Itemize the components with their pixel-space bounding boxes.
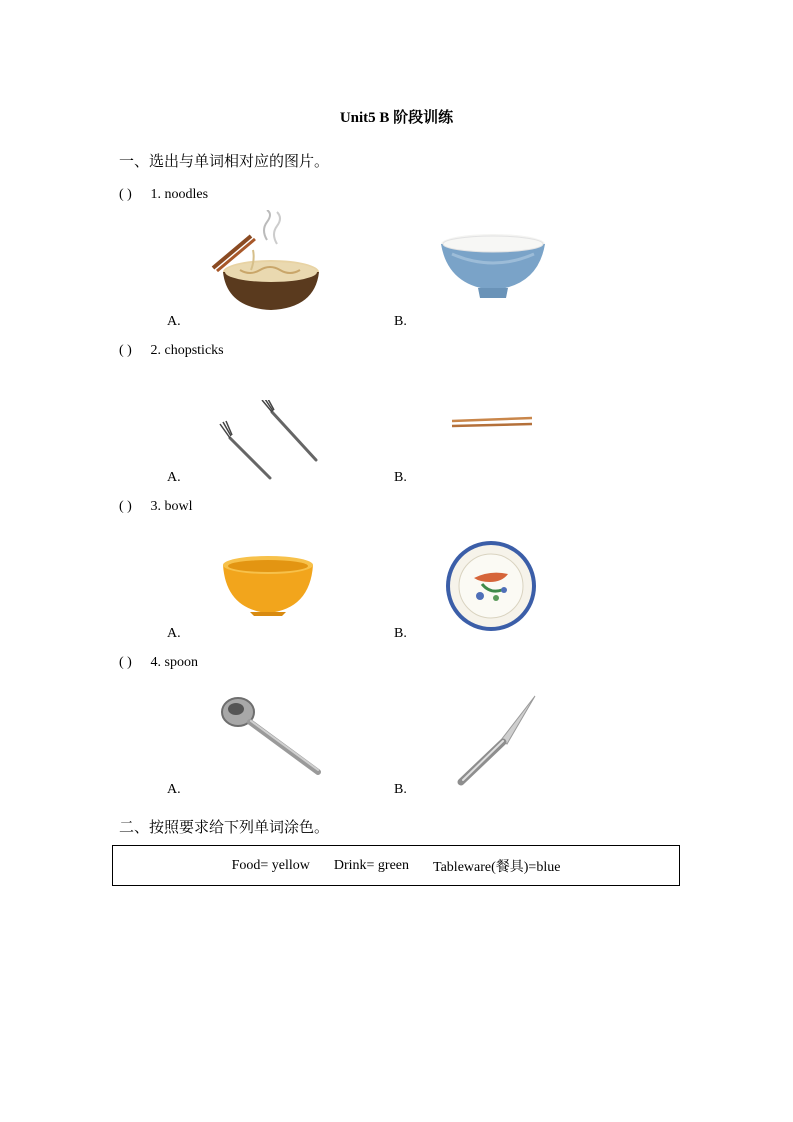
spoon-icon[interactable] bbox=[218, 694, 330, 784]
question-text: 1. noodles bbox=[150, 187, 209, 202]
section-1-heading: 一、选出与单词相对应的图片。 bbox=[119, 154, 330, 170]
question-3 bbox=[119, 499, 193, 515]
option-a-label[interactable]: A. bbox=[167, 470, 181, 485]
legend-food: Food= yellow bbox=[231, 857, 310, 873]
yellow-bowl-icon[interactable] bbox=[220, 553, 316, 617]
option-b-label[interactable]: B. bbox=[394, 782, 407, 797]
page-title: Unit5 B 阶段训练 bbox=[339, 110, 454, 126]
question-text: 4. spoon bbox=[150, 655, 198, 670]
legend-drink: Drink= green bbox=[333, 857, 410, 873]
option-b-label[interactable]: B. bbox=[394, 470, 407, 485]
question-text: 2. chopsticks bbox=[150, 343, 224, 358]
noodle-bowl-icon[interactable] bbox=[205, 210, 327, 315]
rice-bowl-icon[interactable] bbox=[438, 230, 548, 302]
answer-blank[interactable]: ( ) bbox=[119, 187, 132, 202]
question-2 bbox=[119, 343, 224, 359]
knife-icon[interactable] bbox=[455, 694, 539, 788]
section-2-heading: 二、按照要求给下列单词涂色。 bbox=[119, 820, 330, 836]
answer-blank[interactable]: ( ) bbox=[119, 343, 132, 358]
question-1 bbox=[119, 187, 208, 203]
question-4 bbox=[119, 655, 198, 671]
plate-icon[interactable] bbox=[444, 540, 538, 632]
answer-blank[interactable]: ( ) bbox=[119, 499, 132, 514]
question-text: 3. bowl bbox=[150, 499, 193, 514]
option-b-label[interactable]: B. bbox=[394, 314, 407, 329]
color-legend-box bbox=[112, 845, 680, 886]
legend-tableware: Tableware(餐具)=blue bbox=[433, 859, 561, 875]
option-a-label[interactable]: A. bbox=[167, 626, 181, 641]
option-b-label[interactable]: B. bbox=[394, 626, 407, 641]
option-a-label[interactable]: A. bbox=[167, 314, 181, 329]
option-a-label[interactable]: A. bbox=[167, 782, 181, 797]
forks-icon[interactable] bbox=[212, 400, 324, 482]
answer-blank[interactable]: ( ) bbox=[119, 655, 132, 670]
chopsticks-icon[interactable] bbox=[450, 415, 535, 431]
